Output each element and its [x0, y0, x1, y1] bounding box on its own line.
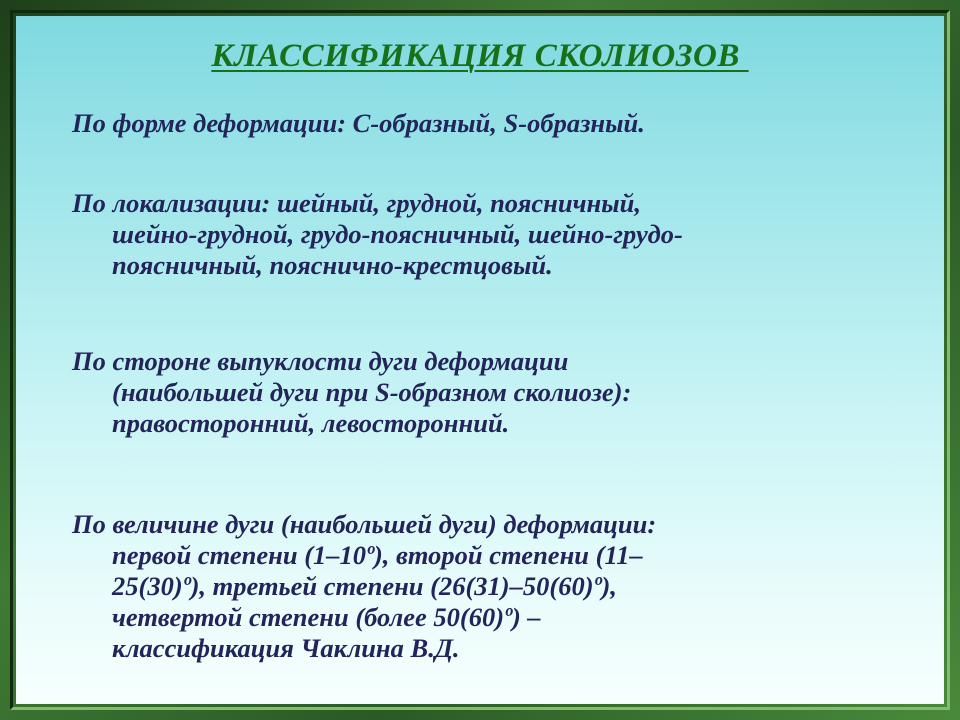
text-line: четвертой степени (более 50(60)º) – — [112, 602, 541, 632]
text-line: правосторонний, левосторонний. — [112, 408, 510, 438]
text-line: (наибольшей дуги при S-образном сколиозе): — [112, 377, 632, 407]
text-line: По стороне выпуклости дуги деформации — [72, 346, 569, 376]
classification-by-arc-magnitude — [72, 509, 917, 664]
text-line: поясничный, пояснично-крестцовый. — [112, 250, 553, 280]
text-line: первой степени (1–10º), второй степени (11– — [112, 540, 643, 570]
text-line: По величине дуги (наибольшей дуги) деформации: — [72, 509, 657, 539]
classification-by-shape — [72, 108, 917, 139]
text-line: классификация Чаклина В.Д. — [112, 633, 460, 663]
slide-title: КЛАССИФИКАЦИЯ СКОЛИОЗОВ — [211, 38, 749, 74]
text-line: По форме деформации: С-образный, S-образный. — [72, 108, 645, 138]
slide-content-area — [16, 16, 944, 704]
text-line: шейно-грудной, грудо-поясничный, шейно-грудо- — [112, 219, 683, 249]
classification-by-localization — [72, 188, 917, 281]
text-line: 25(30)º), третьей степени (26(31)–50(60)º), — [112, 571, 617, 601]
text-line: По локализации: шейный, грудной, поясничный, — [72, 188, 641, 218]
classification-by-convexity-side — [72, 346, 917, 439]
